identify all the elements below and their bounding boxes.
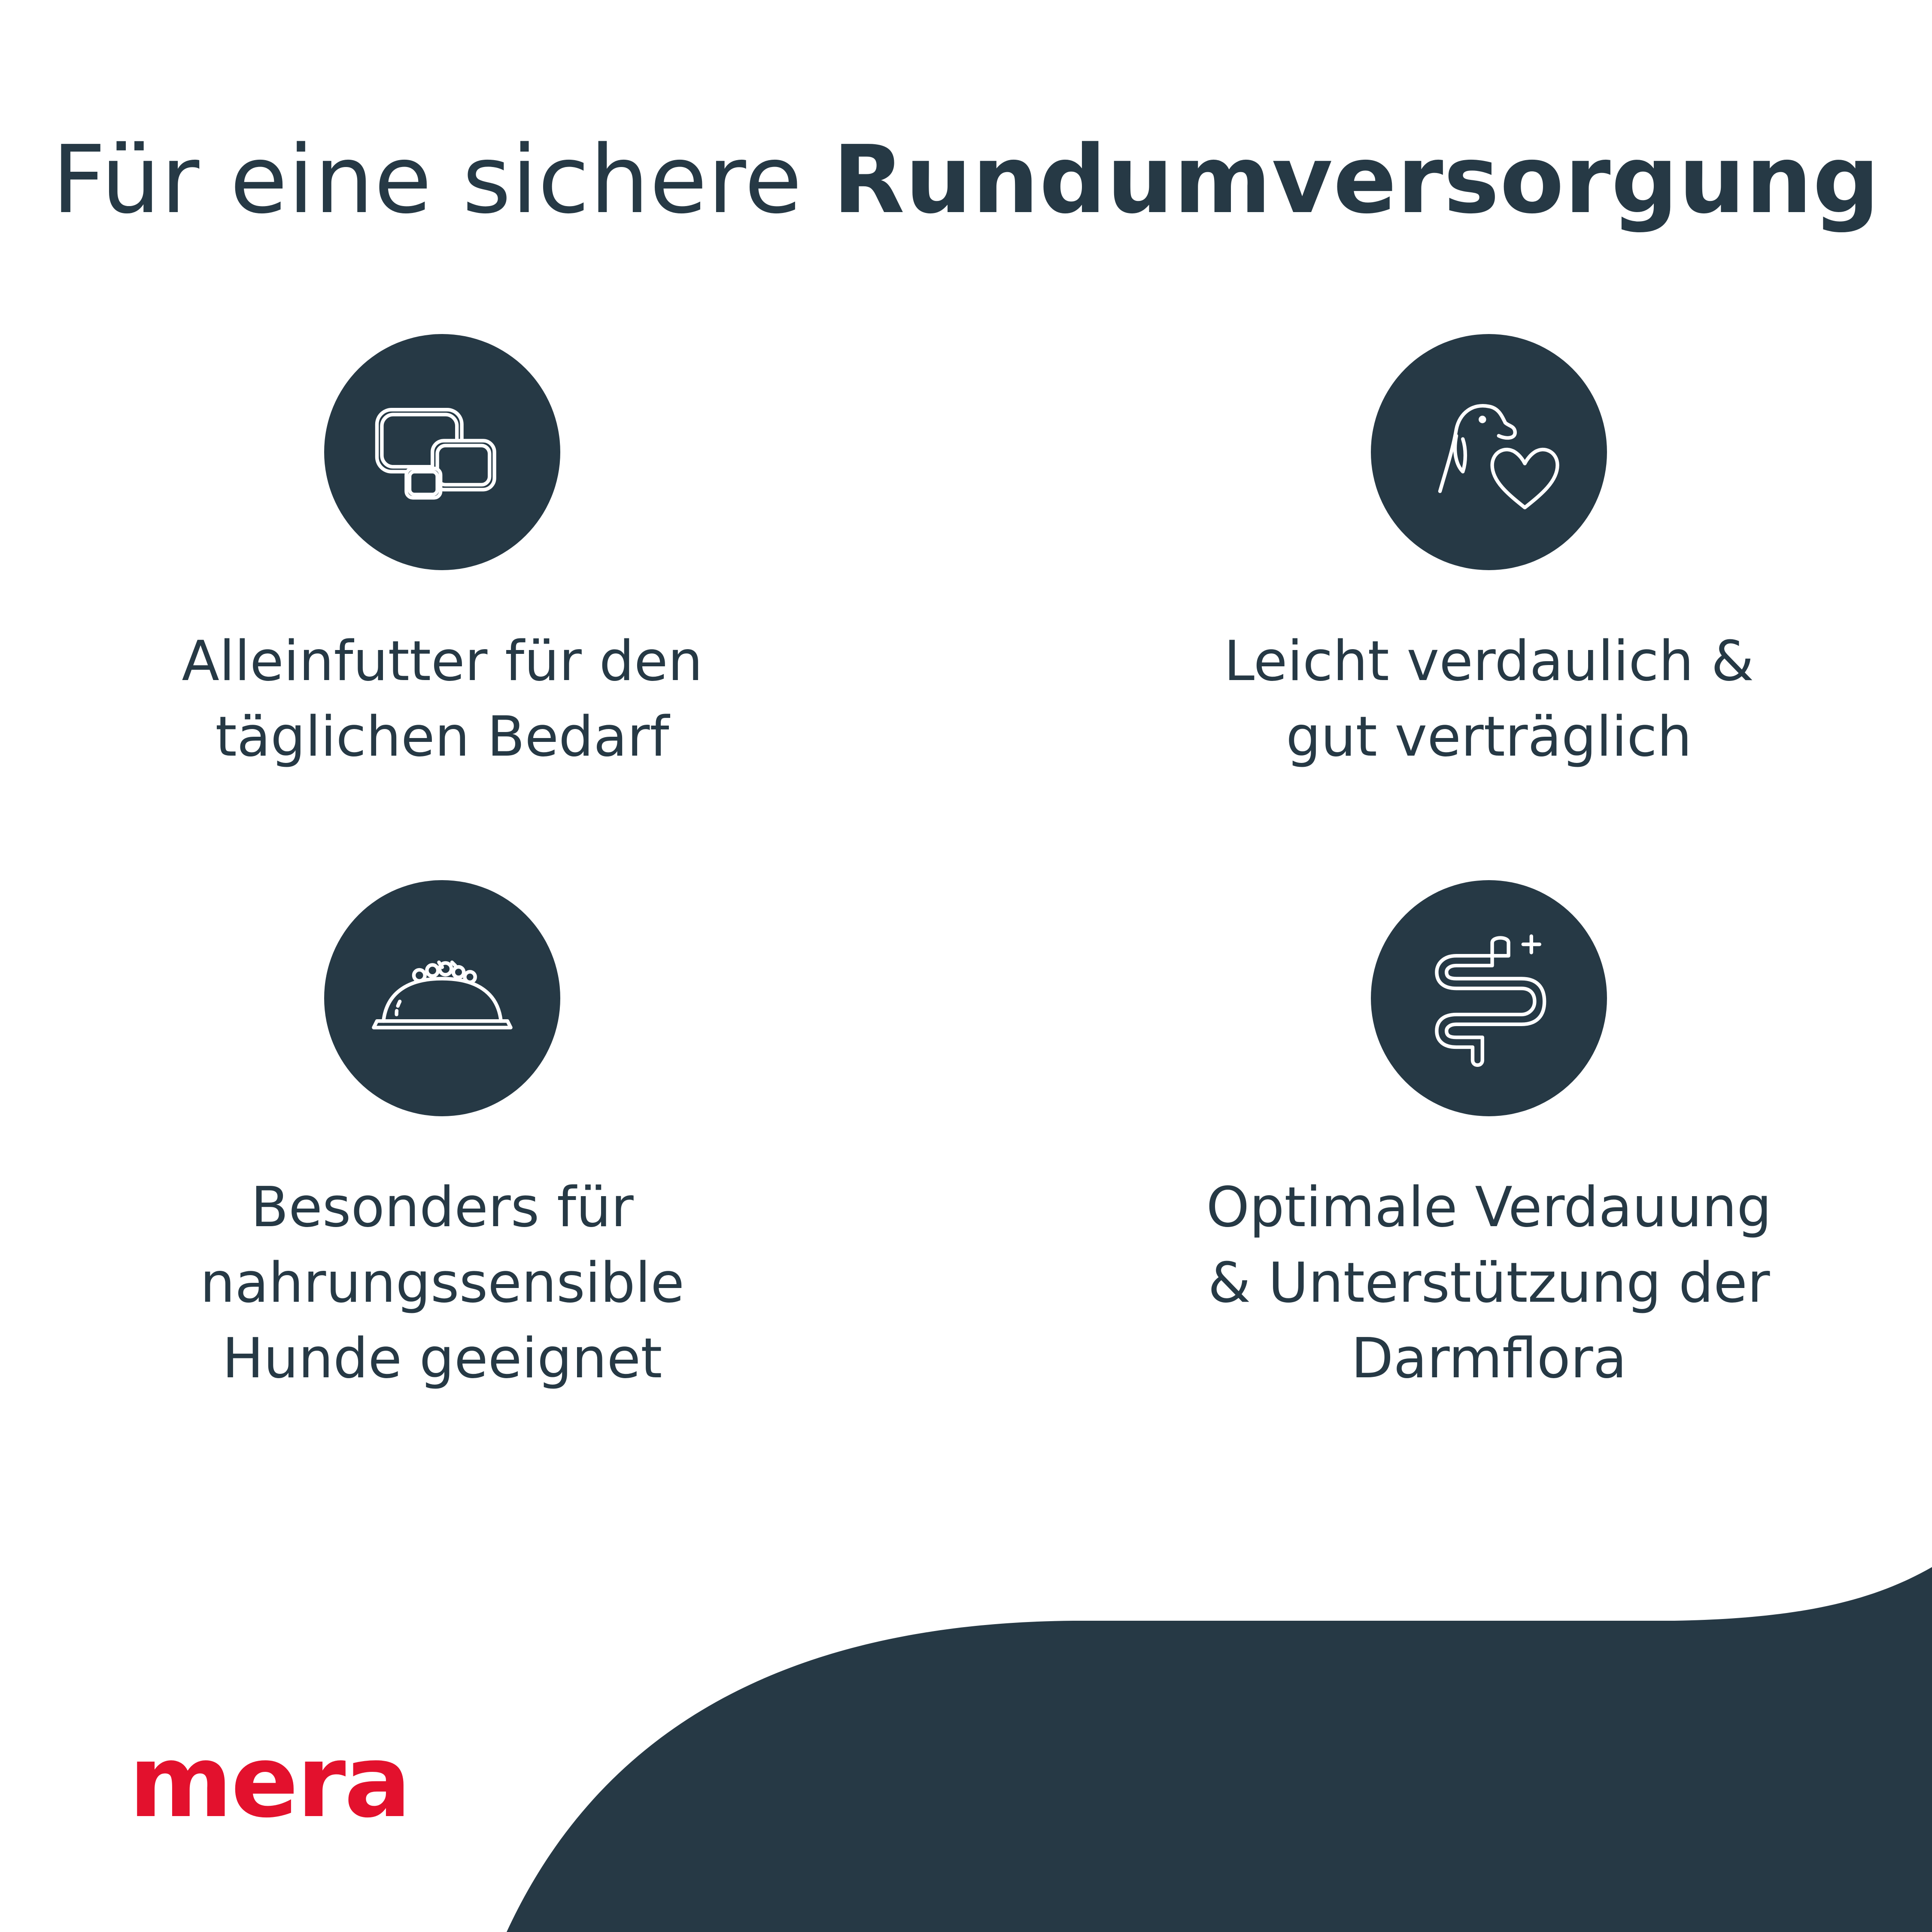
headline-bold: Rundumversorgung xyxy=(832,126,1880,234)
feature-label: Alleinfutter für den täglichen Bedarf xyxy=(182,629,703,769)
brand-logo: mera xyxy=(129,1724,410,1840)
headline-regular: Für eine sichere xyxy=(52,126,833,234)
feature-label: Besonders für nahrungssensible Hunde geeignet xyxy=(200,1176,684,1391)
feature-label: Optimale Verdauung & Unterstützung der Darmflora xyxy=(1206,1176,1772,1391)
feature-label: Leicht verdaulich & gut verträglich xyxy=(1224,629,1754,769)
